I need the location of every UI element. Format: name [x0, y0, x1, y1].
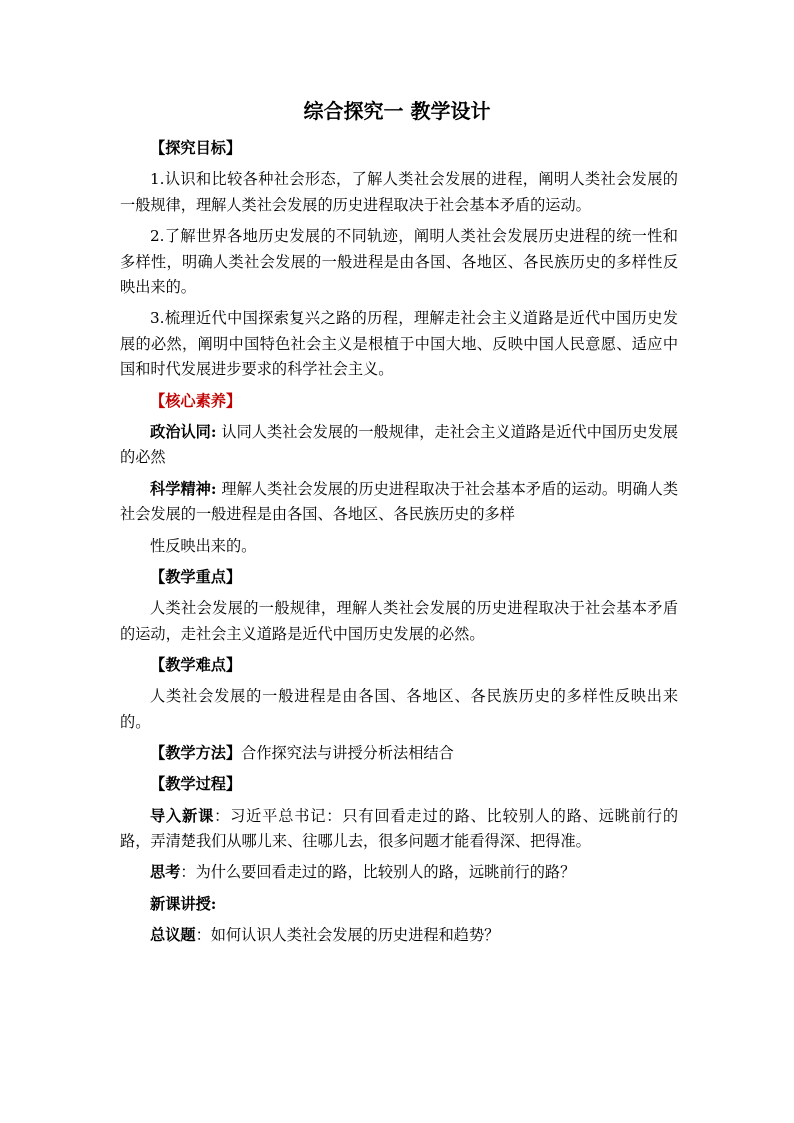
section-heading-method: 【教学方法】: [150, 744, 242, 763]
intro-paragraph: [120, 804, 678, 855]
document-body: [120, 136, 678, 954]
objective-item-3: 3.梳理近代中国探索复兴之路的历程，理解走社会主义道路是近代中国历史发展的必然，阐明中国特色社会主义是根植于中国大地、反映中国人民意愿、适应中国和时代发展进步要求的科学社会主义。: [120, 309, 678, 379]
document-title: 综合探究一 教学设计: [303, 99, 491, 123]
think-label: 思考: [150, 863, 181, 882]
section-heading-literacy: 【核心素养】: [150, 391, 242, 410]
intro-label: 导入新课: [150, 806, 215, 825]
literacy-science-tail: 性反映出来的。: [150, 536, 257, 555]
section-heading-focus: 【教学重点】: [150, 567, 242, 586]
literacy-science: [120, 477, 678, 528]
literacy-science-label: 科学精神:: [150, 479, 217, 498]
think-paragraph: [120, 860, 678, 886]
literacy-political-label: 政治认同:: [150, 422, 217, 441]
objective-item-1: 1.认识和比较各种社会形态，了解人类社会发展的进程，阐明人类社会发展的一般规律，理解人类社会发展的历史进程取决于社会基本矛盾的运动。: [120, 170, 678, 214]
difficulty-text: 人类社会发展的一般进程是由各国、各地区、各民族历史的多样性反映出来的。: [120, 687, 678, 731]
method-text: 合作探究法与讲授分析法相结合: [241, 744, 454, 763]
topic-text: ：如何认识人类社会发展的历史进程和趋势？: [195, 926, 500, 945]
literacy-science-text: 理解人类社会发展的历史进程取决于社会基本矛盾的运动。明确人类社会发展的一般进程是由各国、各地区、各民族历史的多样: [120, 479, 679, 524]
focus-text: 人类社会发展的一般规律，理解人类社会发展的历史进程取决于社会基本矛盾的运动，走社会主义道路是近代中国历史发展的必然。: [120, 599, 678, 643]
topic-label: 总议题: [150, 926, 196, 945]
new-lesson-heading: 新课讲授:: [150, 894, 217, 913]
literacy-political-text: 认同人类社会发展的一般规律，走社会主义道路是近代中国历史发展的必然: [120, 422, 679, 467]
objective-item-2: 2.了解世界各地历史发展的不同轨迹，阐明人类社会发展历史进程的统一性和多样性，明确人类社会发展的一般进程是由各国、各地区、各民族历史的多样性反映出来的。: [120, 227, 678, 297]
topic-paragraph: [120, 923, 678, 949]
intro-text: ：习近平总书记：只有回看走过的路、比较别人的路、远眺前行的路，弄清楚我们从哪儿来、往哪儿去，很多问题才能看得深、把得准。: [120, 806, 679, 851]
section-heading-objectives: 【探究目标】: [150, 139, 242, 157]
method-line: [120, 741, 678, 767]
literacy-political: [120, 420, 678, 471]
think-text: ：为什么要回看走过的路，比较别人的路，远眺前行的路？: [180, 863, 576, 882]
section-heading-difficulty: 【教学难点】: [150, 655, 242, 674]
section-heading-process: 【教学过程】: [150, 775, 242, 794]
